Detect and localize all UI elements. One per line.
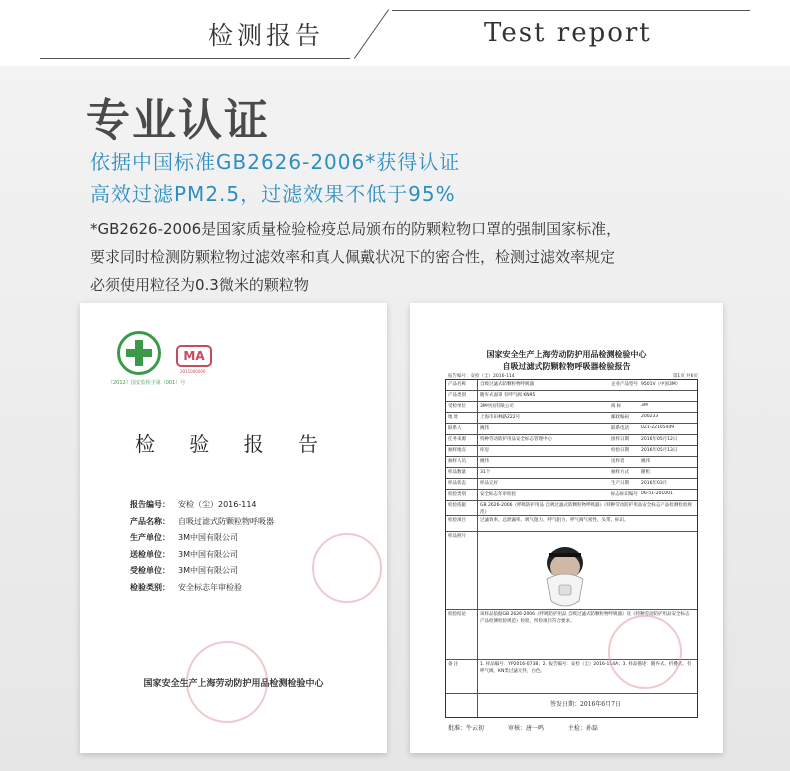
signer-role: 审核： [507,725,526,732]
table-row-header: 联系人 [448,426,462,431]
table-row-header: 产品类别 [448,393,466,398]
table-row-header: 检验项目 [448,518,466,523]
report-field [130,516,274,533]
signer-role: 主检： [567,725,586,732]
table-cell: 06-51-201001 [641,491,673,496]
subtitle-line-2: 高效过滤PM2.5，过滤效果不低于95% [90,182,456,206]
header-slash [354,9,389,59]
report-field [130,499,274,516]
field-label: 产品名称： [130,516,170,526]
table-cell: 该样品依据GB 2626-2006《呼吸防护用品 自吸过滤式防颗粒物呼吸器》及《特种劳动防护用品安全标志产品检测检验规范》检验，所检项目符合要求。 [480,612,690,624]
table-cell: 1. 样品编号：YP2016-0738；2. 报告编号：安检（尘）2016-114A；3. 样品描述：随弃式、折叠式，有呼气阀，KN类过滤元件，白色。 [480,662,692,674]
table-cell: 生产日期 [611,481,629,486]
field-value: 安检（尘）2016-114 [178,500,257,509]
table-row [446,457,697,468]
table-row [446,413,697,424]
table-cell: 姚伟 [480,426,489,431]
table-cell: 商 标 [611,404,622,409]
table-cell: 随机 [641,470,650,475]
table-cell: 联系电话 [611,426,629,431]
table-cell: 2016年05月12日 [641,437,678,442]
field-value: 自吸过滤式防颗粒物呼吸器 [178,516,274,526]
header-title-cn: 检测报告 [208,21,325,50]
report-header-1: 国家安全生产上海劳动防护用品检测检验中心 [486,350,647,359]
report-title: 检 验 报 告 [134,432,333,456]
report-number: 报告编号：安检（尘）2016-114 [448,374,515,379]
cma-caption: 2011000000 [180,369,206,374]
table-row-header: 检验类别 [448,492,466,497]
inspection-report-image [410,303,723,753]
report-field [130,532,274,549]
table-row-header: 检验依据 [448,503,466,508]
signer-name: 孙磊 [585,725,598,732]
table-row-header: 样品照片 [448,534,466,539]
table-cell: 标志标识编号 [611,492,638,497]
table-cell: 邮政编码 [611,415,629,420]
table-cell: 抽样方式 [611,470,629,475]
field-value: 3M中国有限公司 [178,566,238,575]
table-cell: 上海市田林路222号 [480,415,521,420]
official-seal-icon [312,533,382,603]
subtitle-line-1: 依据中国标准GB2626-2006*获得认证 [90,150,461,174]
table-row [446,516,697,532]
table-cell: 安全标志年审检验 [480,492,516,497]
field-label: 报告编号： [130,500,170,509]
table-cell: 过滤效率、总泄漏率、吸气阻力、呼气阻力、呼气阀气密性、头带、标识。 [480,518,629,523]
cma-text: MA [183,349,205,363]
report-header-2: 自吸过滤式防颗粒物呼吸器检验报告 [502,362,631,371]
section-title: 专业认证 [86,95,270,146]
signer-role: 批准： [448,725,467,732]
table-cell: 姚伟 [480,459,489,464]
description-line: 必须使用粒径为0.3微米的颗粒物 [90,276,309,294]
table-row-header: 抽样人员 [448,459,466,464]
field-value: 3M中国有限公司 [178,533,238,542]
safety-cross-logo-icon [117,331,161,375]
issue-date: 2016年6月7日 [580,701,621,708]
table-row-header: 受检单位 [448,404,466,409]
table-cell: 送样者 [611,459,625,464]
table-cell: 3M中国有限公司 [480,404,514,409]
page-count: 第1页 共6页 [672,374,698,379]
table-row-header: 样品状态 [448,481,466,486]
description-text [90,215,750,299]
table-cell: 姚伟 [641,459,650,464]
table-cell: 021-22105449 [641,425,675,430]
table-row-header: 抽样地点 [448,448,466,453]
table-row [446,501,697,516]
table-cell: 样品完好 [480,481,498,486]
table-cell: 企业产品型号 [611,382,638,387]
table-row [446,446,697,457]
report-cover-image [80,303,387,753]
table-row [446,402,697,413]
official-seal-icon [608,615,682,689]
field-label: 送检单位： [130,549,170,559]
table-row-header: 备 注 [448,662,459,667]
header-title-en: Test report [484,18,652,48]
table-cell: 特种劳动防护用品安全标志管理中心 [480,437,552,442]
page-header [0,0,790,62]
field-value: 安全标志年审检验 [178,582,242,592]
report-field [130,582,274,599]
table-row-header: 产品名称 [448,382,466,387]
description-line: 要求同时检测防颗粒物过滤效率和真人佩戴状况下的密合性，检测过滤效率规定 [90,248,616,266]
field-value: 3M中国有限公司 [178,549,238,559]
report-field-list [130,499,274,598]
logo-caption: 《2012》国安监检字第（001）号 [108,380,186,386]
table-row [446,490,697,501]
table-row [446,380,697,391]
table-cell: 31个 [480,470,491,475]
issuer-name: 国家安全生产上海劳动防护用品检测检验中心 [143,679,324,689]
table-row [446,435,697,446]
issue-date-label: 签发日期： [550,701,581,708]
table-cell: 库房 [480,448,489,453]
field-label: 检验类别： [130,582,170,592]
report-field [130,549,274,566]
table-row [446,391,697,402]
table-row-header: 检验结论 [448,612,466,617]
report-field [130,565,274,582]
table-cell: 自吸过滤式防颗粒物呼吸器 [480,382,534,387]
table-row-header: 地 址 [448,415,459,420]
field-label: 生产单位： [130,533,170,542]
signer-row [448,723,698,732]
table-cell: GB 2626-2006《呼吸防护用品 自吸过滤式防颗粒物呼吸器》《特种劳动防护用品安全标志产品检测检验规范》 [480,503,692,515]
table-cell: 3M [641,403,648,408]
table-cell: 检验日期 [611,448,629,453]
signature-area [550,699,621,708]
table-row [446,468,697,479]
signer-name: 唐一鸣 [525,725,544,732]
table-row [446,479,697,490]
respirator-mask-photo [527,539,603,615]
table-row-header: 样品数量 [448,470,466,475]
table-row [446,424,697,435]
description-line: *GB2626-2006是国家质量检验检疫总局颁布的防颗粒物口罩的强制国家标准， [90,220,622,238]
table-row-header: 任务来源 [448,437,466,442]
signer-name: 牛云初 [466,725,485,732]
cma-logo-icon [176,345,212,367]
field-label: 受检单位： [130,566,170,575]
header-divider-left [40,58,350,59]
table-cell: 2016年03月 [641,481,668,486]
table-cell: 接样日期 [611,437,629,442]
table-cell: 随弃式面罩 有呼气阀 KN95 [480,393,536,398]
header-divider-right [392,10,750,11]
table-cell: 200233 [641,414,659,419]
table-cell: 9501V（中国3M） [641,382,681,387]
table-cell: 2016年05月13日 [641,448,678,453]
